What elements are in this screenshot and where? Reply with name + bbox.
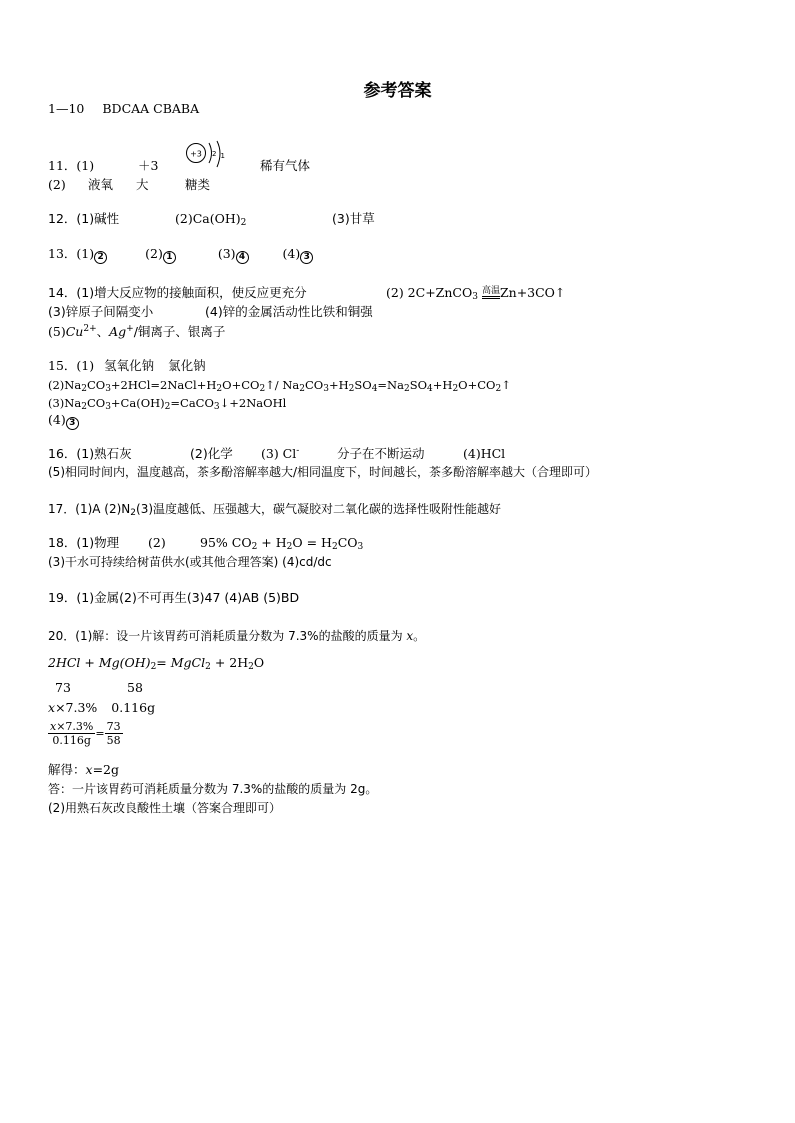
q11-a3: 糖类 [185, 177, 211, 192]
q14-line1-a: 14．(1)增大反应物的接触面积，使反应更充分 [48, 285, 307, 300]
condition-high-temp: 高温 [482, 287, 500, 301]
answers-1-10 [48, 101, 199, 117]
q20-mass-73: 73 [55, 680, 71, 695]
q11-part1-label: 11．(1) [48, 158, 95, 173]
q14-line2-b: (4)锌的金属活动性比铁和铜强 [205, 304, 373, 319]
q20-part2: (2)用熟石灰改良酸性土壤（答案合理即可） [48, 801, 281, 815]
q11-part2-label: (2) [48, 177, 66, 192]
q16-line1-c: (3) Cl- [261, 446, 300, 461]
circled-answer: 4 [236, 251, 249, 264]
q20-line1: 20．(1)解：设一片该胃药可消耗质量分数为 7.3%的盐酸的质量为 x。 [48, 629, 426, 643]
q16-line1-d: 分子在不断运动 [337, 446, 425, 461]
shell2-electrons: 1 [220, 152, 225, 160]
shell1-electrons: 2 [212, 150, 217, 158]
q20-equation: $2HCl + Mg(OH)_2=$ MgCl$_2$ + $2H_2O$ [48, 655, 265, 672]
q14-line3: $(5)Cu^{2+}$、Ag+/铜离子、银离子 [48, 324, 226, 339]
q11-a1: 液氧 [88, 177, 114, 192]
q16-line1-a: 16．(1)熟石灰 [48, 446, 132, 461]
q1-10-answers: BDCAA CBABA [102, 101, 200, 116]
page-title: 参考答案 [363, 81, 432, 101]
q20-mass-58: 58 [127, 680, 143, 695]
q15-line4: (4) 3 [48, 412, 79, 430]
q1-10-range: 1—10 [48, 101, 85, 116]
q15-line1: 15．(1) 氢氧化钠 氯化钠 [48, 358, 206, 373]
q15-line2: $(2)Na_2CO_3+2HCl=2NaCl+H_2O+CO_2↑/$ $Na_2CO_3+H_2SO_4=Na_2SO_4+H_2O+CO_2↑$ [48, 378, 511, 394]
q13-line: 13．(1) 2 (2) 1 (3) 4 (4) 3 [48, 246, 313, 264]
q12-p2: $(2)Ca(OH)_2$ [175, 211, 247, 228]
q15-line3: $(3)Na_2CO_3+Ca(OH)_2=CaCO_3↓+2NaOHl$ [48, 396, 287, 412]
circled-answer: 1 [163, 251, 176, 264]
circled-answer: 2 [94, 251, 107, 264]
q20-x-line: x×7.3% 0.116g [48, 700, 156, 715]
q12-p3: (3)甘草 [332, 211, 375, 226]
q18-line2: (3)干水可持续给树苗供水(或其他合理答案) (4)cd/dc [48, 555, 332, 569]
circled-answer: 3 [66, 417, 79, 430]
q18-equation: 95% $CO_2 + H_2O = H_2CO_3$ [200, 535, 364, 552]
q20-solve: 解得：x=2g [48, 762, 120, 777]
q16-line1-e: (4)HCl [463, 446, 506, 461]
q12-p1: 12．(1)碱性 [48, 211, 120, 226]
circled-answer: 3 [300, 251, 313, 264]
nucleus-charge: +3 [190, 149, 202, 159]
q18-line1-b: (2) [148, 535, 166, 550]
q20-answer: 答：一片该胃药可消耗质量分数为 7.3%的盐酸的质量为 2g。 [48, 782, 378, 796]
q17-line: 17．(1)A $(2)N_2(3)$温度越低、压强越大，碳气凝胶对二氧化碳的选择性吸附性能越好 [48, 502, 502, 518]
q16-line1-b: (2)化学 [190, 446, 233, 461]
q11-gas: 稀有气体 [260, 158, 311, 173]
q11-valence: ＋3 [138, 158, 159, 173]
q14-equation: (2) 2C+ZnCO$_3$ 高温 Zn+3CO↑ [386, 285, 566, 302]
q19-line: 19．(1)金属(2)不可再生(3)47 (4)AB (5)BD [48, 590, 300, 605]
atom-structure-diagram [182, 140, 230, 174]
q14-line2-a: (3)锌原子间隔变小 [48, 304, 154, 319]
q18-line1-a: 18．(1)物理 [48, 535, 120, 550]
q16-line2: (5)相同时间内，温度越高，茶多酚溶解率越大/相同温度下，时间越长，茶多酚溶解率越大（合理即可） [48, 465, 598, 479]
q20-fraction: $\frac{x\times 7.3\%}{0.116g}$ = $\frac{73}{58}$ [50, 720, 121, 747]
q11-a2: 大 [136, 177, 149, 192]
